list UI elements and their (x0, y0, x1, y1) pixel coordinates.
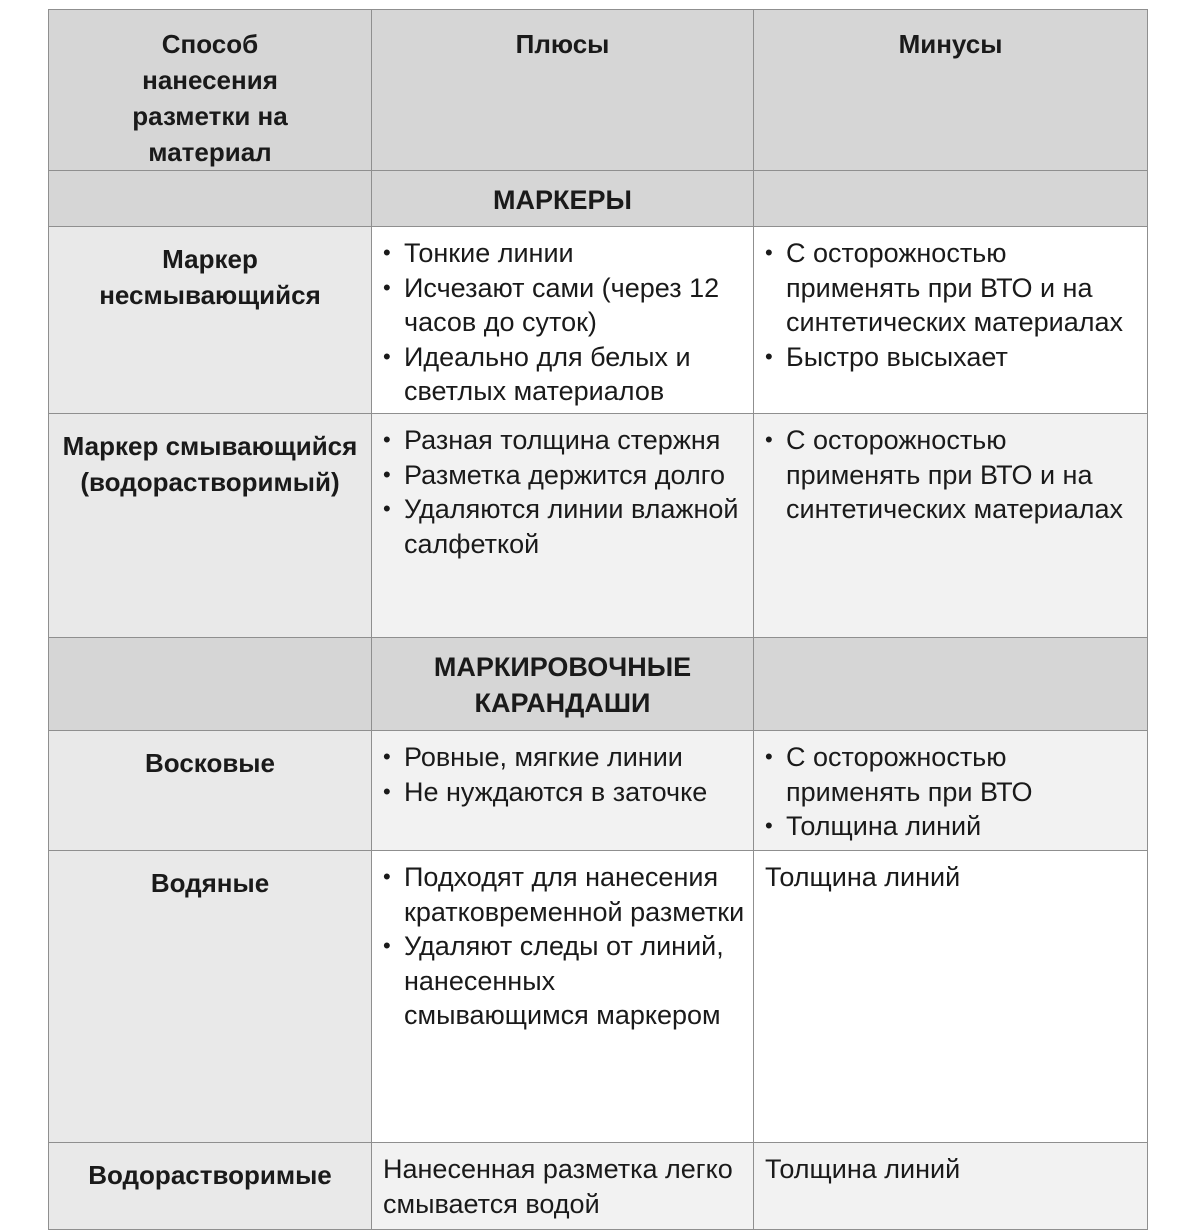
pros-cell (372, 731, 754, 851)
cons-cell (754, 227, 1148, 414)
header-cons-cell (754, 10, 1148, 171)
header-row (49, 10, 1148, 171)
table-row (49, 414, 1148, 638)
section-title-cell (372, 638, 754, 731)
section-title-markers: МАРКЕРЫ (493, 185, 632, 215)
method-name-cell (49, 1143, 372, 1230)
pros-cell (372, 851, 754, 1143)
header-method: Способ нанесения разметки на материал (132, 29, 288, 167)
cons-list (754, 227, 1147, 374)
method-name: Водяные (150, 868, 270, 898)
list-item: • Быстро высыхает (786, 340, 1139, 375)
method-name: Водорастворимые (88, 1160, 332, 1190)
section-empty-cell (49, 638, 372, 731)
pros-list (372, 414, 753, 561)
pros-list (372, 851, 753, 1033)
section-empty-cell (754, 171, 1148, 227)
pros-text: Нанесенная разметка легко смывается водой (383, 1154, 733, 1219)
list-item: • Толщина линий (786, 809, 1139, 844)
table-row (49, 1143, 1148, 1230)
list-item: • Тонкие линии (404, 236, 745, 271)
list-item: • Исчезают сами (через 12 часов до суток) (404, 271, 745, 340)
cons-list (754, 731, 1147, 844)
section-title-cell (372, 171, 754, 227)
pros-cell (372, 227, 754, 414)
section-empty-cell (754, 638, 1148, 731)
list-item: • Подходят для нанесения кратковременной разметки (404, 860, 745, 929)
pros-cell (372, 414, 754, 638)
cons-text: Толщина линий (765, 862, 961, 892)
method-name-cell (49, 414, 372, 638)
pros-cell (372, 1143, 754, 1230)
list-item: • Удаляют следы от линий, нанесенных смывающимся маркером (404, 929, 745, 1033)
cons-cell (754, 414, 1148, 638)
table-row (49, 227, 1148, 414)
table-row (49, 851, 1148, 1143)
method-name: Маркер смывающийся (водорастворимый) (62, 431, 358, 497)
method-name: Восковые (145, 748, 275, 778)
comparison-table (48, 9, 1148, 1230)
header-pros-cell (372, 10, 754, 171)
list-item: • С осторожностью применять при ВТО и на синтетических материалах (786, 423, 1139, 527)
list-item: • Разная толщина стержня (404, 423, 745, 458)
header-method-cell (49, 10, 372, 171)
method-name-cell (49, 227, 372, 414)
method-name-cell (49, 851, 372, 1143)
list-item: • Не нуждаются в заточке (404, 775, 745, 810)
cons-cell (754, 851, 1148, 1143)
pros-list (372, 227, 753, 409)
list-item: • С осторожностью применять при ВТО и на синтетических материалах (786, 236, 1139, 340)
cons-cell (754, 731, 1148, 851)
list-item: • Удаляются линии влажной салфеткой (404, 492, 745, 561)
list-item: • Ровные, мягкие линии (404, 740, 745, 775)
section-row-pencils (49, 638, 1148, 731)
cons-cell (754, 1143, 1148, 1230)
list-item: • Разметка держится долго (404, 458, 745, 493)
table-row (49, 731, 1148, 851)
method-name-cell (49, 731, 372, 851)
method-name: Маркер несмывающийся (99, 244, 321, 310)
list-item: • С осторожностью применять при ВТО (786, 740, 1139, 809)
header-cons: Минусы (898, 29, 1003, 59)
header-pros: Плюсы (515, 29, 610, 59)
list-item: • Идеально для белых и светлых материалов (404, 340, 745, 409)
cons-list (754, 414, 1147, 527)
section-title-pencils: МАРКИРОВОЧНЫЕ КАРАНДАШИ (433, 652, 692, 718)
section-empty-cell (49, 171, 372, 227)
section-row-markers (49, 171, 1148, 227)
cons-text: Толщина линий (765, 1154, 961, 1184)
pros-list (372, 731, 753, 809)
